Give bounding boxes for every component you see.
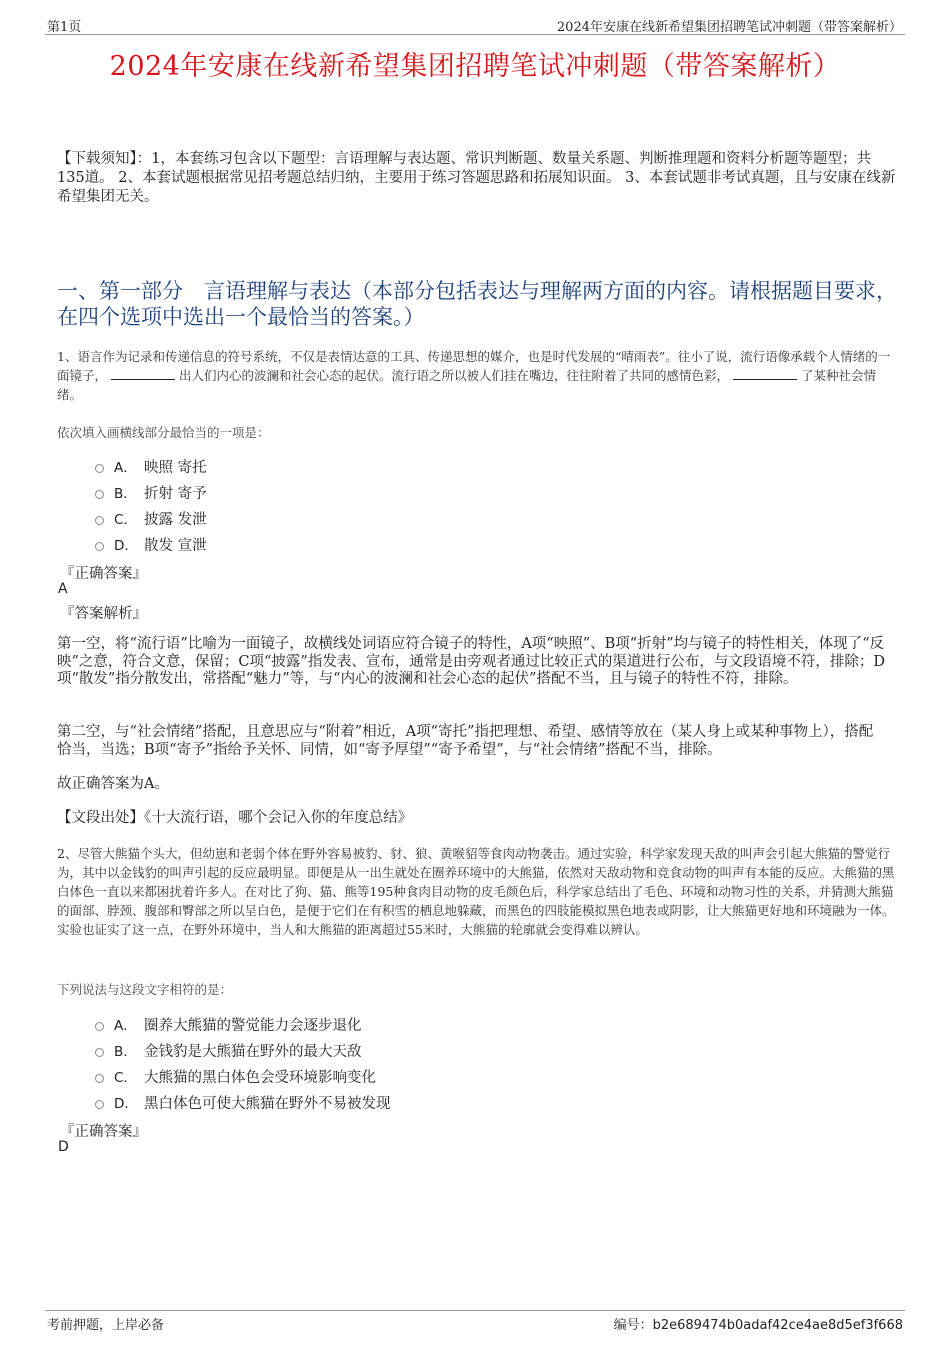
analysis-paragraph-2: 第二空，与“社会情绪”搭配，且意思应与“附着”相近，A项“寄托”指把理想、希望、感情等放在（某人身上或某种事物上），搭配恰当，当选；B项“寄予”指给予关怀、同情，如“寄予厚望”“寄予希望”，与“社会情绪”搭配不当，排除。 (57, 724, 874, 758)
option-d[interactable]: D． 散发 宣泄 (95, 531, 795, 557)
question-1-text-part-c: 了某种社会情绪。 (57, 368, 877, 402)
answer-value: A (58, 581, 68, 597)
text-source: 【文段出处】《十大流行语，哪个会记入你的年度总结》 (57, 810, 413, 826)
answer-label: 『正确答案』 (60, 1124, 147, 1140)
answer-label: 『正确答案』 (60, 566, 147, 582)
option-b[interactable]: B． 折射 寄予 (95, 479, 795, 505)
document-title: 2024年安康在线新希望集团招聘笔试冲刺题（带答案解析） (109, 51, 841, 82)
radio-icon[interactable] (95, 1100, 104, 1109)
question-1-text (57, 347, 897, 404)
option-text: 披露 发泄 (144, 511, 207, 528)
radio-icon[interactable] (95, 1048, 104, 1057)
download-notice: 【下载须知】：1，本套练习包含以下题型：言语理解与表达题、常识判断题、数量关系题、判断推理题和资料分析题等题型；共135道。 2、本套试题根据常见招考题总结归纳，主要用于练习答题思路和拓展知识面。 3、本套试题非考试真题，且与安康在线新希望集团无关。 (57, 151, 896, 205)
page-number: 第1页 (47, 20, 82, 35)
question-2-options (95, 1011, 795, 1115)
radio-icon[interactable] (95, 542, 104, 551)
question-2-prompt: 下列说法与这段文字相符的是： (57, 982, 233, 997)
question-1-text-part-a: 1、语言作为记录和传递信息的符号系统，不仅是表情达意的工具、传递思想的媒介，也是时代发展的“晴雨表”。往小了说，流行语像承载个人情绪的一面镜子， (57, 349, 891, 383)
option-a[interactable]: A． 映照 寄托 (95, 453, 795, 479)
option-a[interactable]: A． 圈养大熊猫的警觉能力会逐步退化 (95, 1011, 795, 1037)
analysis-conclusion: 故正确答案为A。 (57, 776, 169, 792)
option-text: 映照 寄托 (144, 459, 207, 476)
analysis-label: 『答案解析』 (60, 606, 147, 622)
question-1-text-part-b: 出人们内心的波澜和社会心态的起伏。流行语之所以被人们挂在嘴边，往往附着了共同的感情色彩， (179, 368, 730, 383)
option-b[interactable]: B． 金钱豹是大熊猫在野外的最大天敌 (95, 1037, 795, 1063)
answer-value: D (58, 1139, 69, 1155)
option-c[interactable]: C． 大熊猫的黑白体色会受环境影响变化 (95, 1063, 795, 1089)
option-text: 散发 宣泄 (144, 537, 207, 554)
option-text: 黑白体色可使大熊猫在野外不易被发现 (144, 1095, 391, 1112)
radio-icon[interactable] (95, 516, 104, 525)
question-1-options (95, 453, 795, 557)
question-2-text: 2、尽管大熊猫个头大，但幼崽和老弱个体在野外容易被豹、豺、狼、黄喉貂等食肉动物袭击。通过实验，科学家发现天敌的叫声会引起大熊猫的警觉行为，其中以金钱豹的叫声引起的反应最明显。即便是从一出生就处在圈养环境中的大熊猫，依然对天敌动物和竞食动物的叫声有本能的反应。大熊猫的黑白体色一直以来都困扰着许多人。在对比了狗、猫、熊等195种食肉目动物的皮毛颜色后，科学家总结出了毛色、环境和动物习性的关系，并猜测大熊猫的面部、脖颈、腹部和臀部之所以呈白色，是便于它们在有积雪的栖息地躲藏，而黑色的四肢能模拟黑色地表或阴影，让大熊猫更好地和环境融为一体。实验也证实了这一点，在野外环境中，当人和大熊猫的距离超过55米时，大熊猫的轮廓就会变得难以辨认。 (57, 846, 895, 937)
header-doc-title: 2024年安康在线新希望集团招聘笔试冲刺题（带答案解析） (556, 20, 902, 35)
option-text: 折射 寄予 (144, 485, 207, 502)
header-rule (45, 34, 905, 35)
option-text: 圈养大熊猫的警觉能力会逐步退化 (144, 1017, 362, 1034)
option-c[interactable]: C． 披露 发泄 (95, 505, 795, 531)
radio-icon[interactable] (95, 464, 104, 473)
radio-icon[interactable] (95, 1022, 104, 1031)
footer-slogan: 考前押题，上岸必备 (47, 1318, 165, 1333)
option-text: 金钱豹是大熊猫在野外的最大天敌 (144, 1043, 362, 1060)
option-text: 大熊猫的黑白体色会受环境影响变化 (144, 1069, 376, 1086)
footer-rule (45, 1310, 905, 1311)
fill-blank-2 (733, 367, 797, 380)
analysis-paragraph-1: 第一空，将“流行语”比喻为一面镜子，故横线处词语应符合镜子的特性，A项“映照”、B项“折射”均与镜子的特性相关，体现了“反映”之意，符合文意，保留；C项“披露”指发表、宣布，通常是由旁观者通过比较正式的渠道进行公布，与文段语境不符，排除；D项“散发”指分散发出，常搭配“魅力”等，与“内心的波澜和社会心态的起伏”搭配不当，且与镜子的特性不符，排除。 (57, 636, 885, 687)
question-1-prompt: 依次填入画横线部分最恰当的一项是： (57, 425, 270, 440)
radio-icon[interactable] (95, 1074, 104, 1083)
footer-doc-id: 编号：b2e689474b0adaf42ce4ae8d5ef3f668 (613, 1318, 903, 1333)
fill-blank-1 (111, 367, 175, 380)
radio-icon[interactable] (95, 490, 104, 499)
option-d[interactable]: D． 黑白体色可使大熊猫在野外不易被发现 (95, 1089, 795, 1115)
section-heading: 一、第一部分 言语理解与表达（本部分包括表达与理解两方面的内容。请根据题目要求，在四个选项中选出一个最恰当的答案。） (57, 279, 897, 329)
